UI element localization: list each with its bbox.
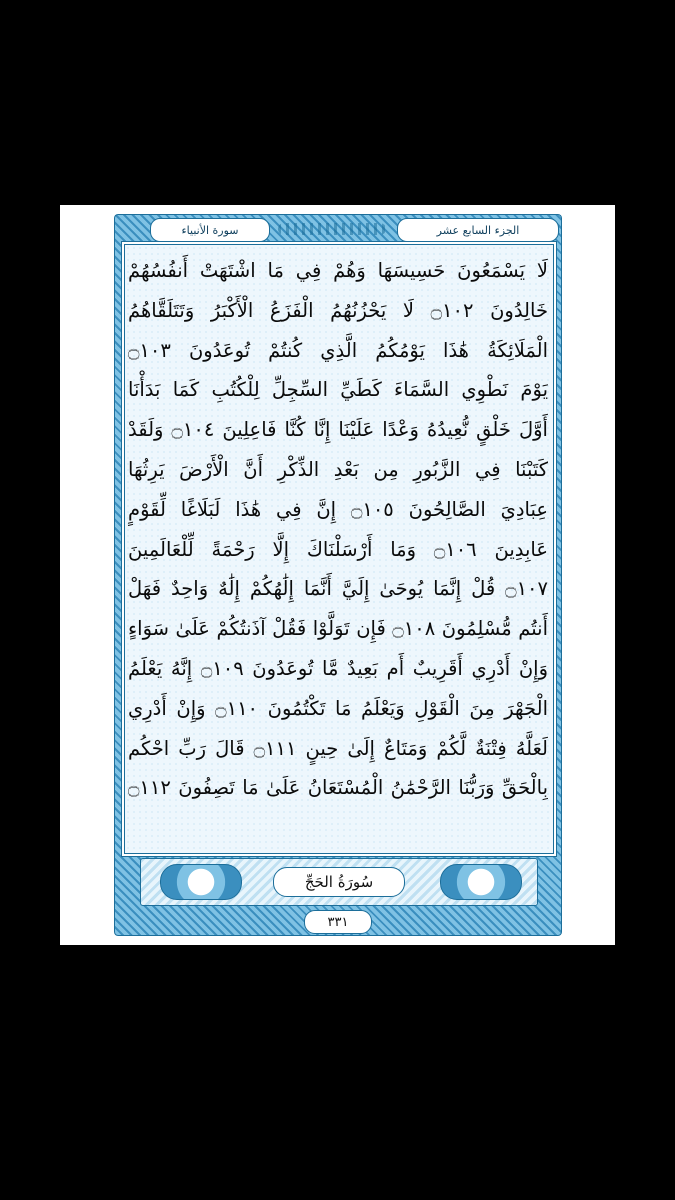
text-line: عَابِدِينَ ۝١٠٦ وَمَا أَرْسَلْنَاكَ إِلَّا رَحْمَةً لِّلْعَالَمِينَ — [128, 537, 548, 561]
text-line: لَا يَسْمَعُونَ حَسِيسَهَا وَهُمْ فِي مَا اشْتَهَتْ أَنفُسُهُمْ — [128, 259, 548, 282]
text-line: لَعَلَّهُ فِتْنَةٌ لَّكُمْ وَمَتَاعٌ إِلَىٰ حِينٍ ۝١١١ قَالَ رَبِّ احْكُم — [128, 736, 548, 760]
next-surah-title: سُورَةُ الحَجِّ — [273, 867, 405, 897]
text-line: عِبَادِيَ الصَّالِحُونَ ۝١٠٥ إِنَّ فِي هَٰذَا لَبَلَاغًا لِّقَوْمٍ — [128, 497, 548, 521]
text-line: الْمَلَائِكَةُ هَٰذَا يَوْمُكُمُ الَّذِي كُنتُمْ تُوعَدُونَ ۝١٠٣ — [128, 338, 548, 362]
text-line: الْجَهْرَ مِنَ الْقَوْلِ وَيَعْلَمُ مَا تَكْتُمُونَ ۝١١٠ وَإِنْ أَدْرِي — [128, 696, 548, 720]
banner-ornament-left — [160, 864, 242, 900]
juz-label: الجزء السابع عشر — [397, 218, 559, 242]
text-line: ۝١٠٧ قُلْ إِنَّمَا يُوحَىٰ إِلَيَّ أَنَّمَا إِلَٰهُكُمْ إِلَٰهٌ وَاحِدٌ فَهَلْ — [128, 577, 548, 601]
text-line: وَإِنْ أَدْرِي أَقَرِيبٌ أَم بَعِيدٌ مَّا تُوعَدُونَ ۝١٠٩ إِنَّهُ يَعْلَمُ — [128, 656, 548, 680]
text-line: بِالْحَقِّ وَرَبُّنَا الرَّحْمَٰنُ الْمُسْتَعَانُ عَلَىٰ مَا تَصِفُونَ ۝١١٢ — [128, 776, 548, 800]
surah-label: سورة الأنبياء — [150, 218, 270, 242]
text-line: يَوْمَ نَطْوِي السَّمَاءَ كَطَيِّ السِّجِلِّ لِلْكُتُبِ كَمَا بَدَأْنَا — [128, 378, 548, 402]
text-line: خَالِدُونَ ۝١٠٢ لَا يَحْزُنُهُمُ الْفَزَعُ الْأَكْبَرُ وَتَتَلَقَّاهُمُ — [128, 298, 548, 322]
text-line: أَنتُم مُّسْلِمُونَ ۝١٠٨ فَإِن تَوَلَّوْا فَقُلْ آذَنتُكُمْ عَلَىٰ سَوَاءٍ — [128, 617, 548, 641]
header-ornament — [278, 223, 386, 235]
text-line: كَتَبْنَا فِي الزَّبُورِ مِن بَعْدِ الذِّكْرِ أَنَّ الْأَرْضَ يَرِثُهَا — [128, 457, 548, 481]
quran-text — [128, 251, 548, 851]
page-number: ٣٣١ — [304, 910, 372, 934]
banner-ornament-right — [440, 864, 522, 900]
text-line: أَوَّلَ خَلْقٍ نُّعِيدُهُ وَعْدًا عَلَيْنَا إِنَّا كُنَّا فَاعِلِينَ ۝١٠٤ وَلَقَدْ — [128, 418, 548, 442]
